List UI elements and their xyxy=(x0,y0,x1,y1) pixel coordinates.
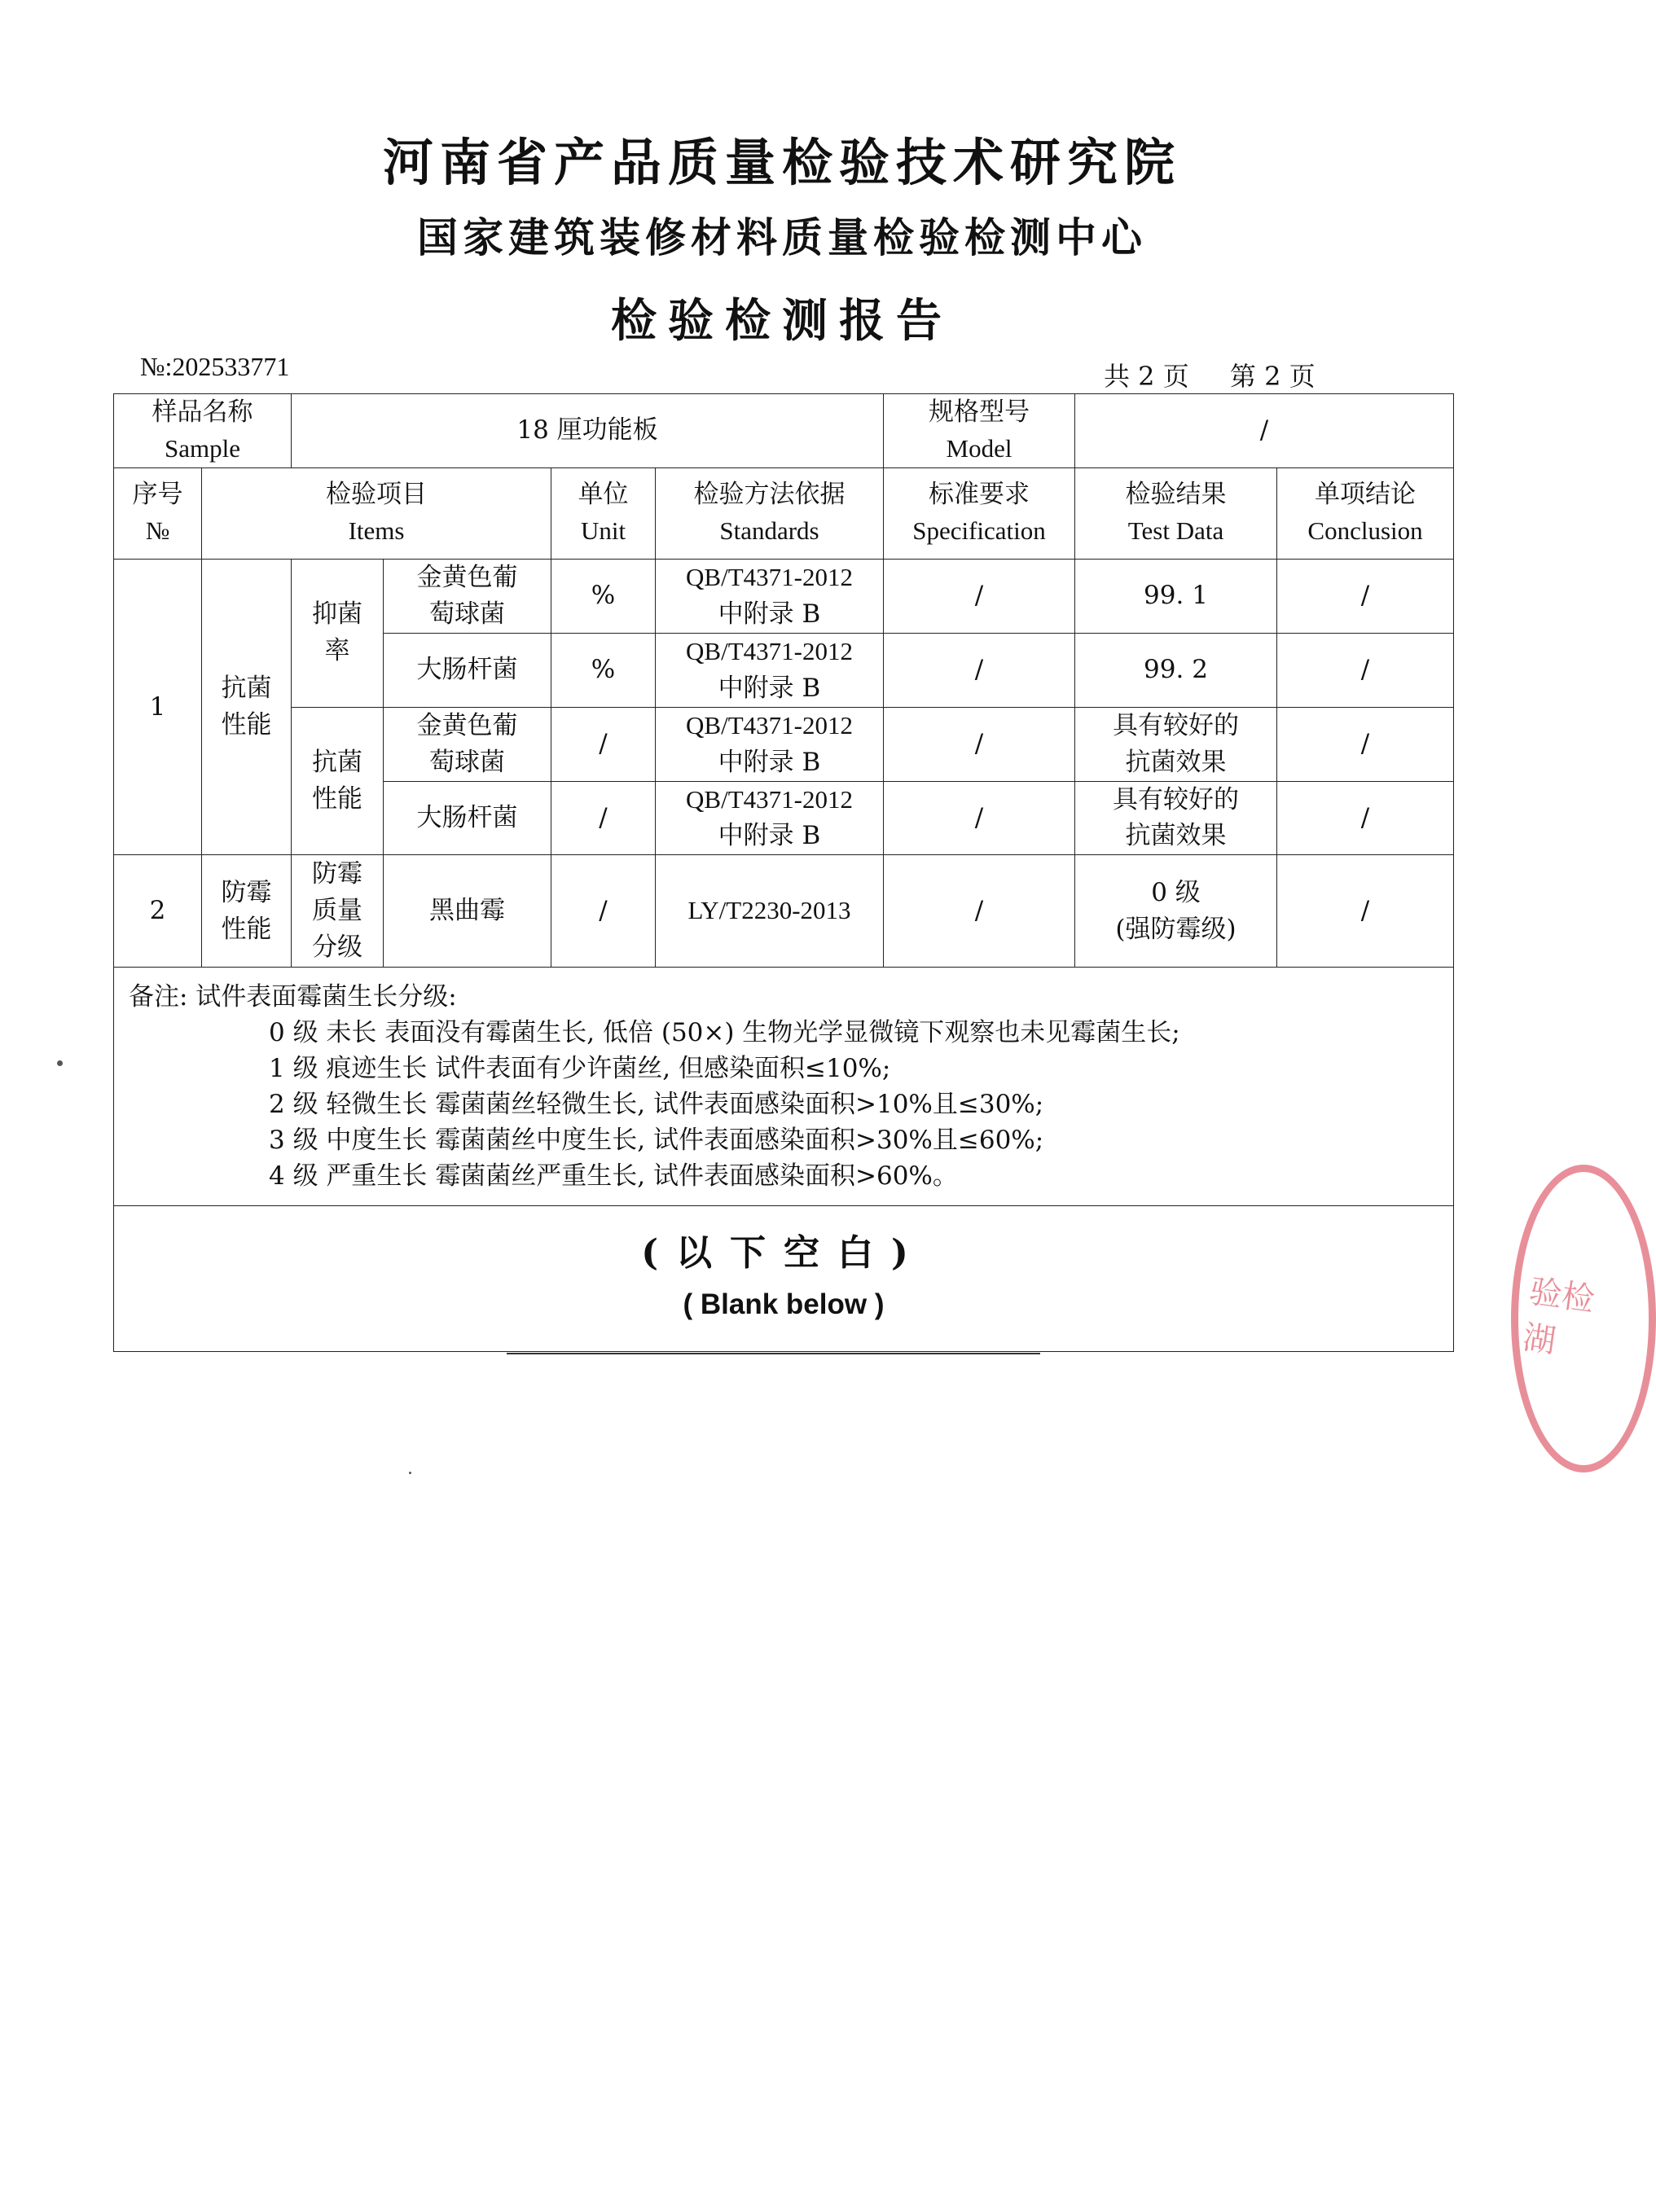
col-header-conclusion: 单项结论 Conclusion xyxy=(1277,467,1454,559)
row-4-unit: / xyxy=(551,781,656,855)
row-4-spec: / xyxy=(884,781,1075,855)
row-5-result: 0 级 (强防霉级) xyxy=(1075,855,1277,968)
row-3-conclusion: / xyxy=(1277,707,1454,781)
model-value: / xyxy=(1075,394,1454,468)
row-4-result: 具有较好的 抗菌效果 xyxy=(1075,781,1277,855)
current-page: 第 2 页 xyxy=(1229,361,1316,392)
page-indicator xyxy=(1104,356,1316,393)
end-rule xyxy=(507,1353,1040,1354)
table-row xyxy=(114,855,1454,968)
group-1-subcategory-b: 抗菌性能 xyxy=(292,707,384,855)
row-3-organism: 金黄色葡萄球菌 xyxy=(384,707,551,781)
remark-line: 0 级 未长 表面没有霉菌生长, 低倍 (50×) 生物光学显微镜下观察也未见霉菌生长; xyxy=(269,1018,1180,1048)
blank-below-row xyxy=(114,1206,1454,1352)
blank-below-cn: (以下空白) xyxy=(641,1232,926,1275)
row-5-conclusion: / xyxy=(1277,855,1454,968)
test-results-table xyxy=(113,393,1454,1352)
column-header-row xyxy=(114,467,1454,559)
row-2-conclusion: / xyxy=(1277,633,1454,707)
col-header-items: 检验项目 Items xyxy=(202,467,551,559)
row-2-result: 99. 2 xyxy=(1075,633,1277,707)
sample-name-label: 样品名称 Sample xyxy=(114,394,292,468)
remarks-row xyxy=(114,968,1454,1206)
group-1-category: 抗菌性能 xyxy=(202,559,292,855)
remarks xyxy=(114,968,1454,1206)
col-header-specification: 标准要求 Specification xyxy=(884,467,1075,559)
row-3-result: 具有较好的 抗菌效果 xyxy=(1075,707,1277,781)
red-seal-stamp xyxy=(1511,1165,1656,1472)
center-name: 国家建筑装修材料质量检验检测中心 xyxy=(417,213,1147,261)
col-header-no: 序号 № xyxy=(114,467,202,559)
row-1-organism: 金黄色葡萄球菌 xyxy=(384,559,551,633)
sample-row xyxy=(114,394,1454,468)
col-header-test-data: 检验结果 Test Data xyxy=(1075,467,1277,559)
row-5-standard: LY/T2230-2013 xyxy=(656,855,884,968)
blank-below-en: ( Blank below ) xyxy=(683,1288,885,1321)
table-row xyxy=(114,559,1454,633)
row-1-spec: / xyxy=(884,559,1075,633)
institute-name: 河南省产品质量检验技术研究院 xyxy=(382,133,1181,192)
report-number: №:202533771 xyxy=(140,352,290,381)
row-5-organism: 黑曲霉 xyxy=(384,855,551,968)
row-1-result: 99. 1 xyxy=(1075,559,1277,633)
blank-below xyxy=(114,1206,1454,1352)
row-1-conclusion: / xyxy=(1277,559,1454,633)
group-2-category: 防霉性能 xyxy=(202,855,292,968)
row-5-unit: / xyxy=(551,855,656,968)
total-pages: 共 2 页 xyxy=(1104,361,1189,392)
group-1-number: 1 xyxy=(114,559,202,855)
row-1-unit: % xyxy=(551,559,656,633)
sample-name-value: 18 厘功能板 xyxy=(292,394,884,468)
row-3-spec: / xyxy=(884,707,1075,781)
group-2-subcategory: 防霉质量分级 xyxy=(292,855,384,968)
row-4-organism: 大肠杆菌 xyxy=(384,781,551,855)
row-2-unit: % xyxy=(551,633,656,707)
row-2-organism: 大肠杆菌 xyxy=(384,633,551,707)
group-2-number: 2 xyxy=(114,855,202,968)
group-1-subcategory-a: 抑菌率 xyxy=(292,559,384,707)
col-header-standards: 检验方法依据 Standards xyxy=(656,467,884,559)
remark-line: 1 级 痕迹生长 试件表面有少许菌丝, 但感染面积≤10%; xyxy=(269,1054,891,1084)
row-4-conclusion: / xyxy=(1277,781,1454,855)
scan-speck xyxy=(57,1060,63,1066)
row-2-standard: QB/T4371-2012 中附录 B xyxy=(656,633,884,707)
col-header-unit: 单位 Unit xyxy=(551,467,656,559)
remark-line: 3 级 中度生长 霉菌菌丝中度生长, 试件表面感染面积>30%且≤60%; xyxy=(269,1126,1044,1156)
remark-line: 2 级 轻微生长 霉菌菌丝轻微生长, 试件表面感染面积>10%且≤30%; xyxy=(269,1090,1044,1120)
stamp-text: 验检 湖 xyxy=(1520,1272,1597,1361)
report-title: 检验检测报告 xyxy=(611,294,953,348)
row-3-standard: QB/T4371-2012 中附录 B xyxy=(656,707,884,781)
row-5-spec: / xyxy=(884,855,1075,968)
model-label: 规格型号 Model xyxy=(884,394,1075,468)
row-4-standard: QB/T4371-2012 中附录 B xyxy=(656,781,884,855)
row-1-standard: QB/T4371-2012 中附录 B xyxy=(656,559,884,633)
row-2-spec: / xyxy=(884,633,1075,707)
scan-speck xyxy=(409,1472,411,1474)
table-row xyxy=(114,707,1454,781)
remark-line: 4 级 严重生长 霉菌菌丝严重生长, 试件表面感染面积>60%。 xyxy=(269,1161,958,1192)
remarks-heading: 备注: 试件表面霉菌生长分级: xyxy=(129,982,457,1012)
row-3-unit: / xyxy=(551,707,656,781)
